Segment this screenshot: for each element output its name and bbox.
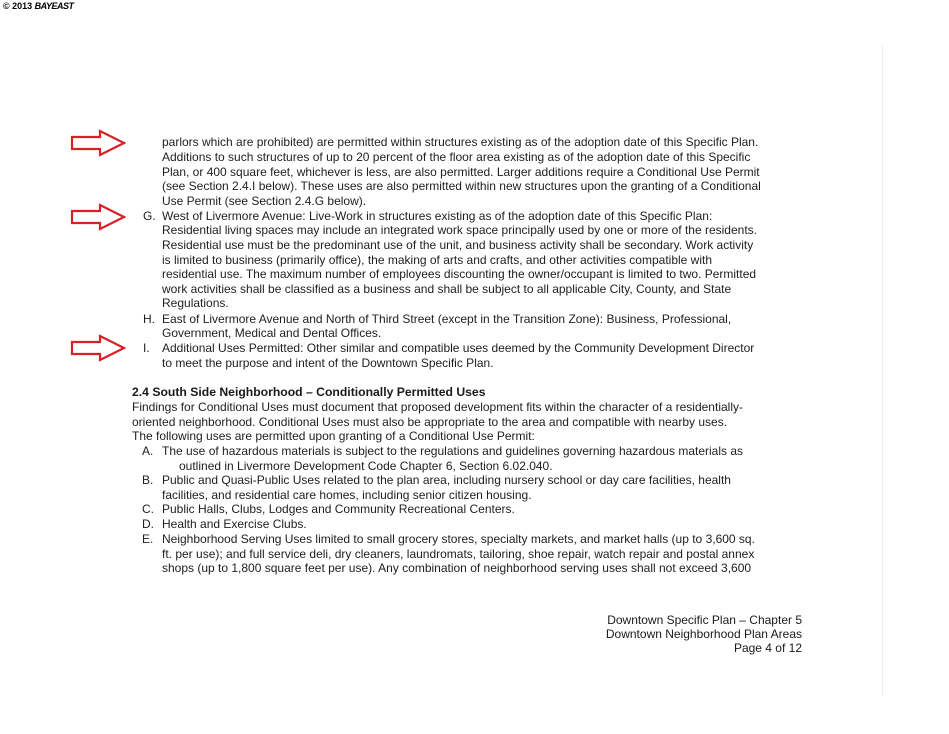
list-letter: H. <box>143 312 155 326</box>
text-line: outlined in Livermore Development Code Chapter 6, Section 6.02.040. <box>179 459 553 473</box>
copyright-watermark <box>3 1 74 11</box>
red-arrow-icon <box>70 129 126 157</box>
red-arrow-icon <box>70 203 126 231</box>
text-line: Additional Uses Permitted: Other similar and compatible uses deemed by the Community Development Director <box>162 341 755 355</box>
list-letter: A. <box>142 444 154 458</box>
text-line: Government, Medical and Dental Offices. <box>162 326 382 340</box>
text-line: Neighborhood Serving Uses limited to small grocery stores, specialty markets, and market halls (up to 3,600 sq. <box>162 532 755 546</box>
section-heading: 2.4 South Side Neighborhood – Conditionally Permitted Uses <box>132 385 486 399</box>
list-letter: B. <box>142 473 154 487</box>
text-line: oriented neighborhood. Conditional Uses must also be appropriate to the area and compatible with nearby uses. <box>132 415 728 429</box>
list-letter: I. <box>143 341 150 355</box>
text-line: parlors which are prohibited) are permitted within structures existing as of the adoption date of this Specific Plan. <box>162 135 759 149</box>
text-line: is limited to business (primarily office), the making of arts and crafts, and other activities compatible with <box>162 253 713 267</box>
text-line: The use of hazardous materials is subject to the regulations and guidelines governing hazardous materials as <box>162 444 744 458</box>
text-line: ft. per use); and full service deli, dry cleaners, laundromats, tailoring, shoe repair, watch repair and postal annex <box>162 547 755 561</box>
list-letter: D. <box>142 517 154 531</box>
text-line: The following uses are permitted upon granting of a Conditional Use Permit: <box>132 429 535 443</box>
text-line: Plan, or 400 square feet, whichever is less, are also permitted. Larger additions require a Conditional Use Permit <box>162 165 760 179</box>
text-line: residential use. The maximum number of employees discounting the owner/occupant is limited to two. Permitted <box>162 267 757 281</box>
text-line: Health and Exercise Clubs. <box>162 517 307 531</box>
copyright-text: © 2013 <box>3 1 33 11</box>
red-arrow-icon <box>70 334 126 362</box>
page-edge-divider <box>882 45 883 695</box>
text-line: Public Halls, Clubs, Lodges and Community Recreational Centers. <box>162 502 515 516</box>
footer-page-number: Page 4 of 12 <box>733 641 802 655</box>
text-line: Residential use must be the predominant use of the unit, and business activity shall be secondary. Work activity <box>162 238 754 252</box>
list-letter: C. <box>142 502 154 516</box>
brand-logo: BAYEAST <box>34 1 74 11</box>
text-line: East of Livermore Avenue and North of Third Street (except in the Transition Zone): Business, Professional, <box>162 312 732 326</box>
text-line: Residential living spaces may include an integrated work space principally used by one or more of the residents. <box>162 223 757 237</box>
text-line: Regulations. <box>162 296 229 310</box>
text-line: Use Permit (see Section 2.4.G below). <box>162 194 367 208</box>
text-line: shops (up to 1,800 square feet per use). Any combination of neighborhood serving uses shall not exceed 3,600 <box>162 561 752 575</box>
text-line: to meet the purpose and intent of the Downtown Specific Plan. <box>162 356 494 370</box>
text-line: Public and Quasi-Public Uses related to the plan area, including nursery school or day care facilities, health <box>162 473 731 487</box>
text-line: work activities shall be classified as a business and shall be subject to all applicable City, County, and State <box>162 282 732 296</box>
list-letter: E. <box>142 532 154 546</box>
text-line: Findings for Conditional Uses must document that proposed development fits within the character of a residentially- <box>132 400 743 414</box>
text-line: facilities, and residential care homes, including senior citizen housing. <box>162 488 532 502</box>
list-letter: G. <box>143 209 156 223</box>
text-line: Additions to such structures of up to 20 percent of the floor area existing as of the adoption date of this Specific <box>162 150 751 164</box>
text-line: (see Section 2.4.I below). These uses are also permitted within new structures upon the granting of a Conditional <box>162 179 761 193</box>
text-line: West of Livermore Avenue: Live-Work in structures existing as of the adoption date of this Specific Plan: <box>162 209 713 223</box>
footer-section-title: Downtown Neighborhood Plan Areas <box>605 627 802 641</box>
footer-document-title: Downtown Specific Plan – Chapter 5 <box>607 613 802 627</box>
